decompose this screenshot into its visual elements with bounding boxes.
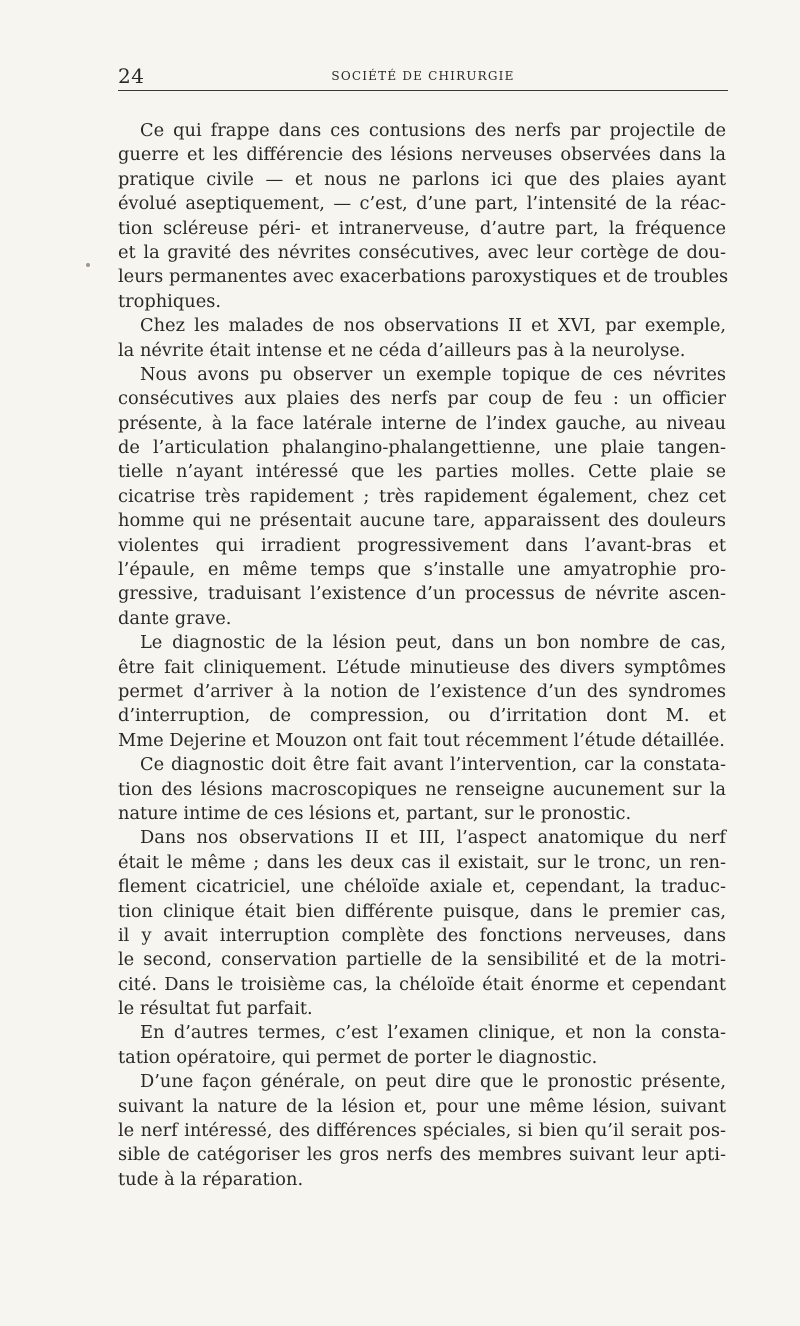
text-line: de l’articulation phalangino-phalangettienne, une plaie tangen- — [118, 437, 726, 459]
text-line: était le même ; dans les deux cas il existait, sur le tronc, un ren- — [118, 851, 726, 873]
text-line: le nerf intéressé, des différences spéciales, si bien qu’il serait pos- — [118, 1120, 726, 1142]
text-line: Dans nos observations II et III, l’aspect anatomique du nerf — [140, 827, 726, 849]
text-line: la névrite était intense et ne céda d’ailleurs pas à la neurolyse. — [118, 339, 686, 361]
text-line: l’épaule, en même temps que s’installe une amyatrophie pro- — [118, 559, 726, 581]
text-line: guerre et les différencie des lésions nerveuses observées dans la — [118, 144, 726, 166]
text-line: Ce qui frappe dans ces contusions des nerfs par projectile de — [140, 120, 726, 141]
text-line: Mme Dejerine et Mouzon ont fait tout récemment l’étude détaillée. — [118, 729, 725, 751]
text-line: Ce diagnostic doit être fait avant l’intervention, car la constata- — [140, 754, 726, 776]
paragraph — [118, 314, 726, 363]
text-line: homme qui ne présentait aucune tare, apparaissent des douleurs — [118, 510, 726, 532]
paragraph — [118, 363, 726, 631]
margin-speck — [86, 263, 90, 267]
text-line: cicatrise très rapidement ; très rapidement également, chez cet — [118, 485, 726, 507]
paragraph — [118, 631, 726, 753]
text-line: tielle n’ayant intéressé que les parties molles. Cette plaie se — [118, 461, 726, 483]
paragraph — [118, 753, 726, 826]
paragraph — [118, 1021, 726, 1070]
running-head: SOCIÉTÉ DE CHIRURGIE — [331, 69, 515, 83]
text-line: sible de catégoriser les gros nerfs des membres suivant leur apti- — [118, 1144, 726, 1166]
text-line: trophiques. — [118, 290, 222, 312]
text-line: En d’autres termes, c’est l’examen clinique, et non la consta- — [140, 1022, 726, 1044]
text-line: pratique civile — et nous ne parlons ici que des plaies ayant — [118, 168, 726, 190]
text-line: le résultat fut parfait. — [118, 998, 313, 1020]
text-line: il y avait interruption complète des fonctions nerveuses, dans — [118, 924, 726, 946]
text-line: Chez les malades de nos observations II et XVI, par exemple, — [140, 315, 726, 337]
text-line: tude à la réparation. — [118, 1168, 304, 1190]
text-line: leurs permanentes avec exacerbations paroxystiques et de troubles — [118, 266, 729, 288]
text-line: cité. Dans le troisième cas, la chéloïde était énorme et cependant — [118, 973, 726, 995]
text-line: tion scléreuse péri- et intranerveuse, d’autre part, la fréquence — [118, 217, 726, 239]
text-line: D’une façon générale, on peut dire que le pronostic présente, — [140, 1071, 726, 1093]
paragraph — [118, 826, 726, 1021]
text-line: être fait cliniquement. L’étude minutieuse des divers symptômes — [118, 656, 726, 678]
text-line: tion clinique était bien différente puisque, dans le premier cas, — [118, 900, 726, 922]
text-line: permet d’arriver à la notion de l’existence d’un des syndromes — [118, 680, 726, 702]
text-line: dante grave. — [118, 607, 232, 629]
text-line: le second, conservation partielle de la sensibilité et de la motri- — [118, 949, 726, 971]
text-line: Nous avons pu observer un exemple topique de ces névrites — [140, 363, 726, 385]
text-line: d’interruption, de compression, ou d’irritation dont M. et — [118, 705, 726, 727]
page-header — [118, 64, 728, 91]
text-line: nature intime de ces lésions et, partant, sur le pronostic. — [118, 802, 632, 824]
text-line: consécutives aux plaies des nerfs par coup de feu : un officier — [118, 388, 726, 410]
text-line: violentes qui irradient progressivement dans l’avant-bras et — [118, 534, 726, 556]
text-line: présente, à la face latérale interne de l’index gauche, au niveau — [118, 412, 726, 434]
paragraph — [118, 1070, 726, 1192]
text-line: suivant la nature de la lésion et, pour une même lésion, suivant — [118, 1095, 726, 1117]
text-line: tion des lésions macroscopiques ne renseigne aucunement sur la — [118, 778, 726, 800]
paragraph — [118, 119, 729, 314]
text-line: Le diagnostic de la lésion peut, dans un bon nombre de cas, — [140, 632, 726, 654]
text-line: évolué aseptiquement, — c’est, d’une part, l’intensité de la réac- — [118, 193, 726, 215]
text-line: gressive, traduisant l’existence d’un processus de névrite ascen- — [118, 583, 726, 605]
text-line: tation opératoire, qui permet de porter le diagnostic. — [118, 1046, 598, 1068]
text-line: flement cicatriciel, une chéloïde axiale et, cependant, la traduc- — [118, 876, 726, 898]
text-line: et la gravité des névrites consécutives, avec leur cortège de dou- — [118, 241, 726, 263]
body-text — [118, 119, 729, 1192]
page-number: 24 — [118, 64, 145, 88]
